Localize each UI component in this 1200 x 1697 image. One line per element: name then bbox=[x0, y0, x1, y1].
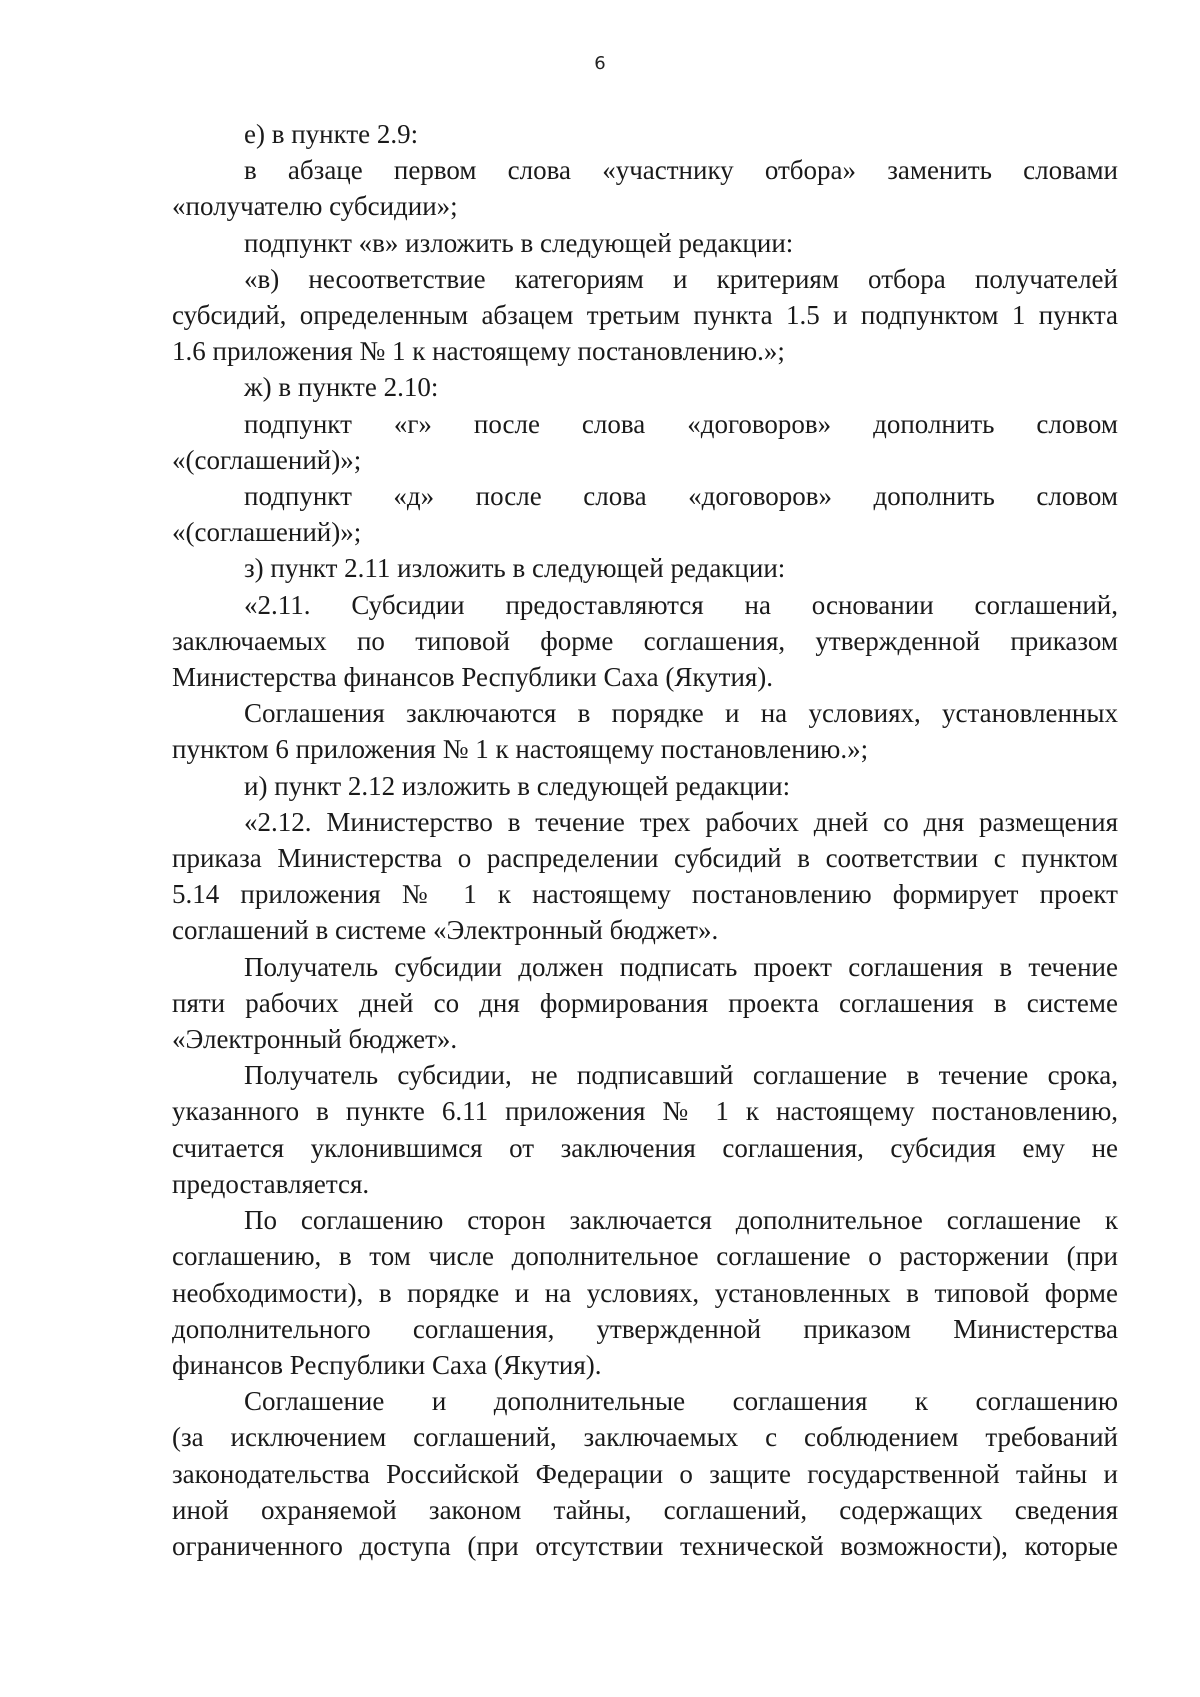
paragraph bbox=[172, 587, 1118, 696]
text-line: «получателю субсидии»; bbox=[172, 191, 458, 222]
text-line: финансов Республики Саха (Якутия). bbox=[172, 1349, 602, 1380]
paragraph bbox=[172, 225, 1118, 261]
paragraph bbox=[172, 949, 1118, 1058]
paragraph bbox=[172, 1383, 1118, 1564]
text-line: соглашений в системе «Электронный бюджет». bbox=[172, 915, 719, 946]
text-line: субсидий, определенным абзацем третьим пункта 1.5 и подпунктом 1 пункта bbox=[172, 300, 1118, 331]
text-line: пяти рабочих дней со дня формирования проекта соглашения в системе bbox=[172, 987, 1118, 1018]
text-line: необходимости), в порядке и на условиях, установленных в типовой форме bbox=[172, 1277, 1118, 1308]
text-line: е) в пункте 2.9: bbox=[244, 119, 419, 149]
text-line: По соглашению сторон заключается дополнительное соглашение к bbox=[244, 1205, 1118, 1236]
paragraph bbox=[172, 369, 1118, 405]
text-line: указанного в пункте 6.11 приложения № 1 к настоящему постановлению, bbox=[172, 1096, 1118, 1127]
text-line: Получатель субсидии, не подписавший соглашение в течение срока, bbox=[244, 1060, 1118, 1091]
text-line: и) пункт 2.12 изложить в следующей редакции: bbox=[244, 770, 791, 801]
text-line: подпункт «г» после слова «договоров» дополнить словом bbox=[244, 408, 1118, 439]
text-line: «(соглашений)»; bbox=[172, 517, 362, 548]
text-line: Получатель субсидии должен подписать проект соглашения в течение bbox=[244, 951, 1118, 982]
text-line: соглашению, в том числе дополнительное соглашение о расторжении (при bbox=[172, 1241, 1118, 1272]
text-line: Соглашение и дополнительные соглашения к соглашению bbox=[244, 1386, 1118, 1417]
paragraph bbox=[172, 804, 1118, 949]
text-line: 1.6 приложения № 1 к настоящему постановлению.»; bbox=[172, 336, 785, 367]
text-line: в абзаце первом слова «участнику отбора» заменить словами bbox=[244, 155, 1118, 186]
text-line: «в) несоответствие категориям и критериям отбора получателей bbox=[244, 263, 1118, 294]
paragraph bbox=[172, 478, 1118, 550]
text-line: предоставляется. bbox=[172, 1168, 370, 1199]
text-line: «(соглашений)»; bbox=[172, 444, 362, 475]
paragraph bbox=[172, 550, 1118, 586]
text-line: считается уклонившимся от заключения соглашения, субсидия ему не bbox=[172, 1132, 1118, 1163]
text-line: приказа Министерства о распределении субсидий в соответствии с пунктом bbox=[172, 843, 1118, 874]
text-line: законодательства Российской Федерации о защите государственной тайны и bbox=[172, 1458, 1118, 1489]
text-line: ж) в пункте 2.10: bbox=[244, 372, 439, 403]
paragraph bbox=[172, 406, 1118, 478]
paragraph bbox=[172, 1202, 1118, 1383]
paragraph bbox=[172, 1057, 1118, 1202]
paragraph bbox=[172, 152, 1118, 224]
paragraph bbox=[172, 116, 1118, 152]
document-body bbox=[172, 116, 1118, 1564]
paragraph bbox=[172, 695, 1118, 767]
text-line: ограниченного доступа (при отсутствии технической возможности), которые bbox=[172, 1530, 1118, 1561]
text-line: подпункт «д» после слова «договоров» дополнить словом bbox=[244, 481, 1118, 512]
text-line: иной охраняемой законом тайны, соглашений, содержащих сведения bbox=[172, 1494, 1118, 1525]
text-line: з) пункт 2.11 изложить в следующей редакции: bbox=[244, 553, 786, 584]
text-line: Соглашения заключаются в порядке и на условиях, установленных bbox=[244, 698, 1118, 729]
text-line: «2.11. Субсидии предоставляются на основании соглашений, bbox=[244, 589, 1118, 620]
text-line: «2.12. Министерство в течение трех рабочих дней со дня размещения bbox=[244, 806, 1118, 837]
paragraph bbox=[172, 768, 1118, 804]
text-line: 5.14 приложения № 1 к настоящему постановлению формирует проект bbox=[172, 879, 1118, 910]
text-line: пунктом 6 приложения № 1 к настоящему постановлению.»; bbox=[172, 734, 869, 765]
text-line: Министерства финансов Республики Саха (Якутия). bbox=[172, 662, 774, 693]
text-line: (за исключением соглашений, заключаемых с соблюдением требований bbox=[172, 1422, 1118, 1453]
text-line: подпункт «в» изложить в следующей редакции: bbox=[244, 227, 794, 258]
page-number: 6 bbox=[594, 53, 606, 74]
text-line: «Электронный бюджет». bbox=[172, 1024, 458, 1055]
paragraph bbox=[172, 261, 1118, 370]
text-line: дополнительного соглашения, утвержденной приказом Министерства bbox=[172, 1313, 1118, 1344]
text-line: заключаемых по типовой форме соглашения, утвержденной приказом bbox=[172, 625, 1118, 656]
